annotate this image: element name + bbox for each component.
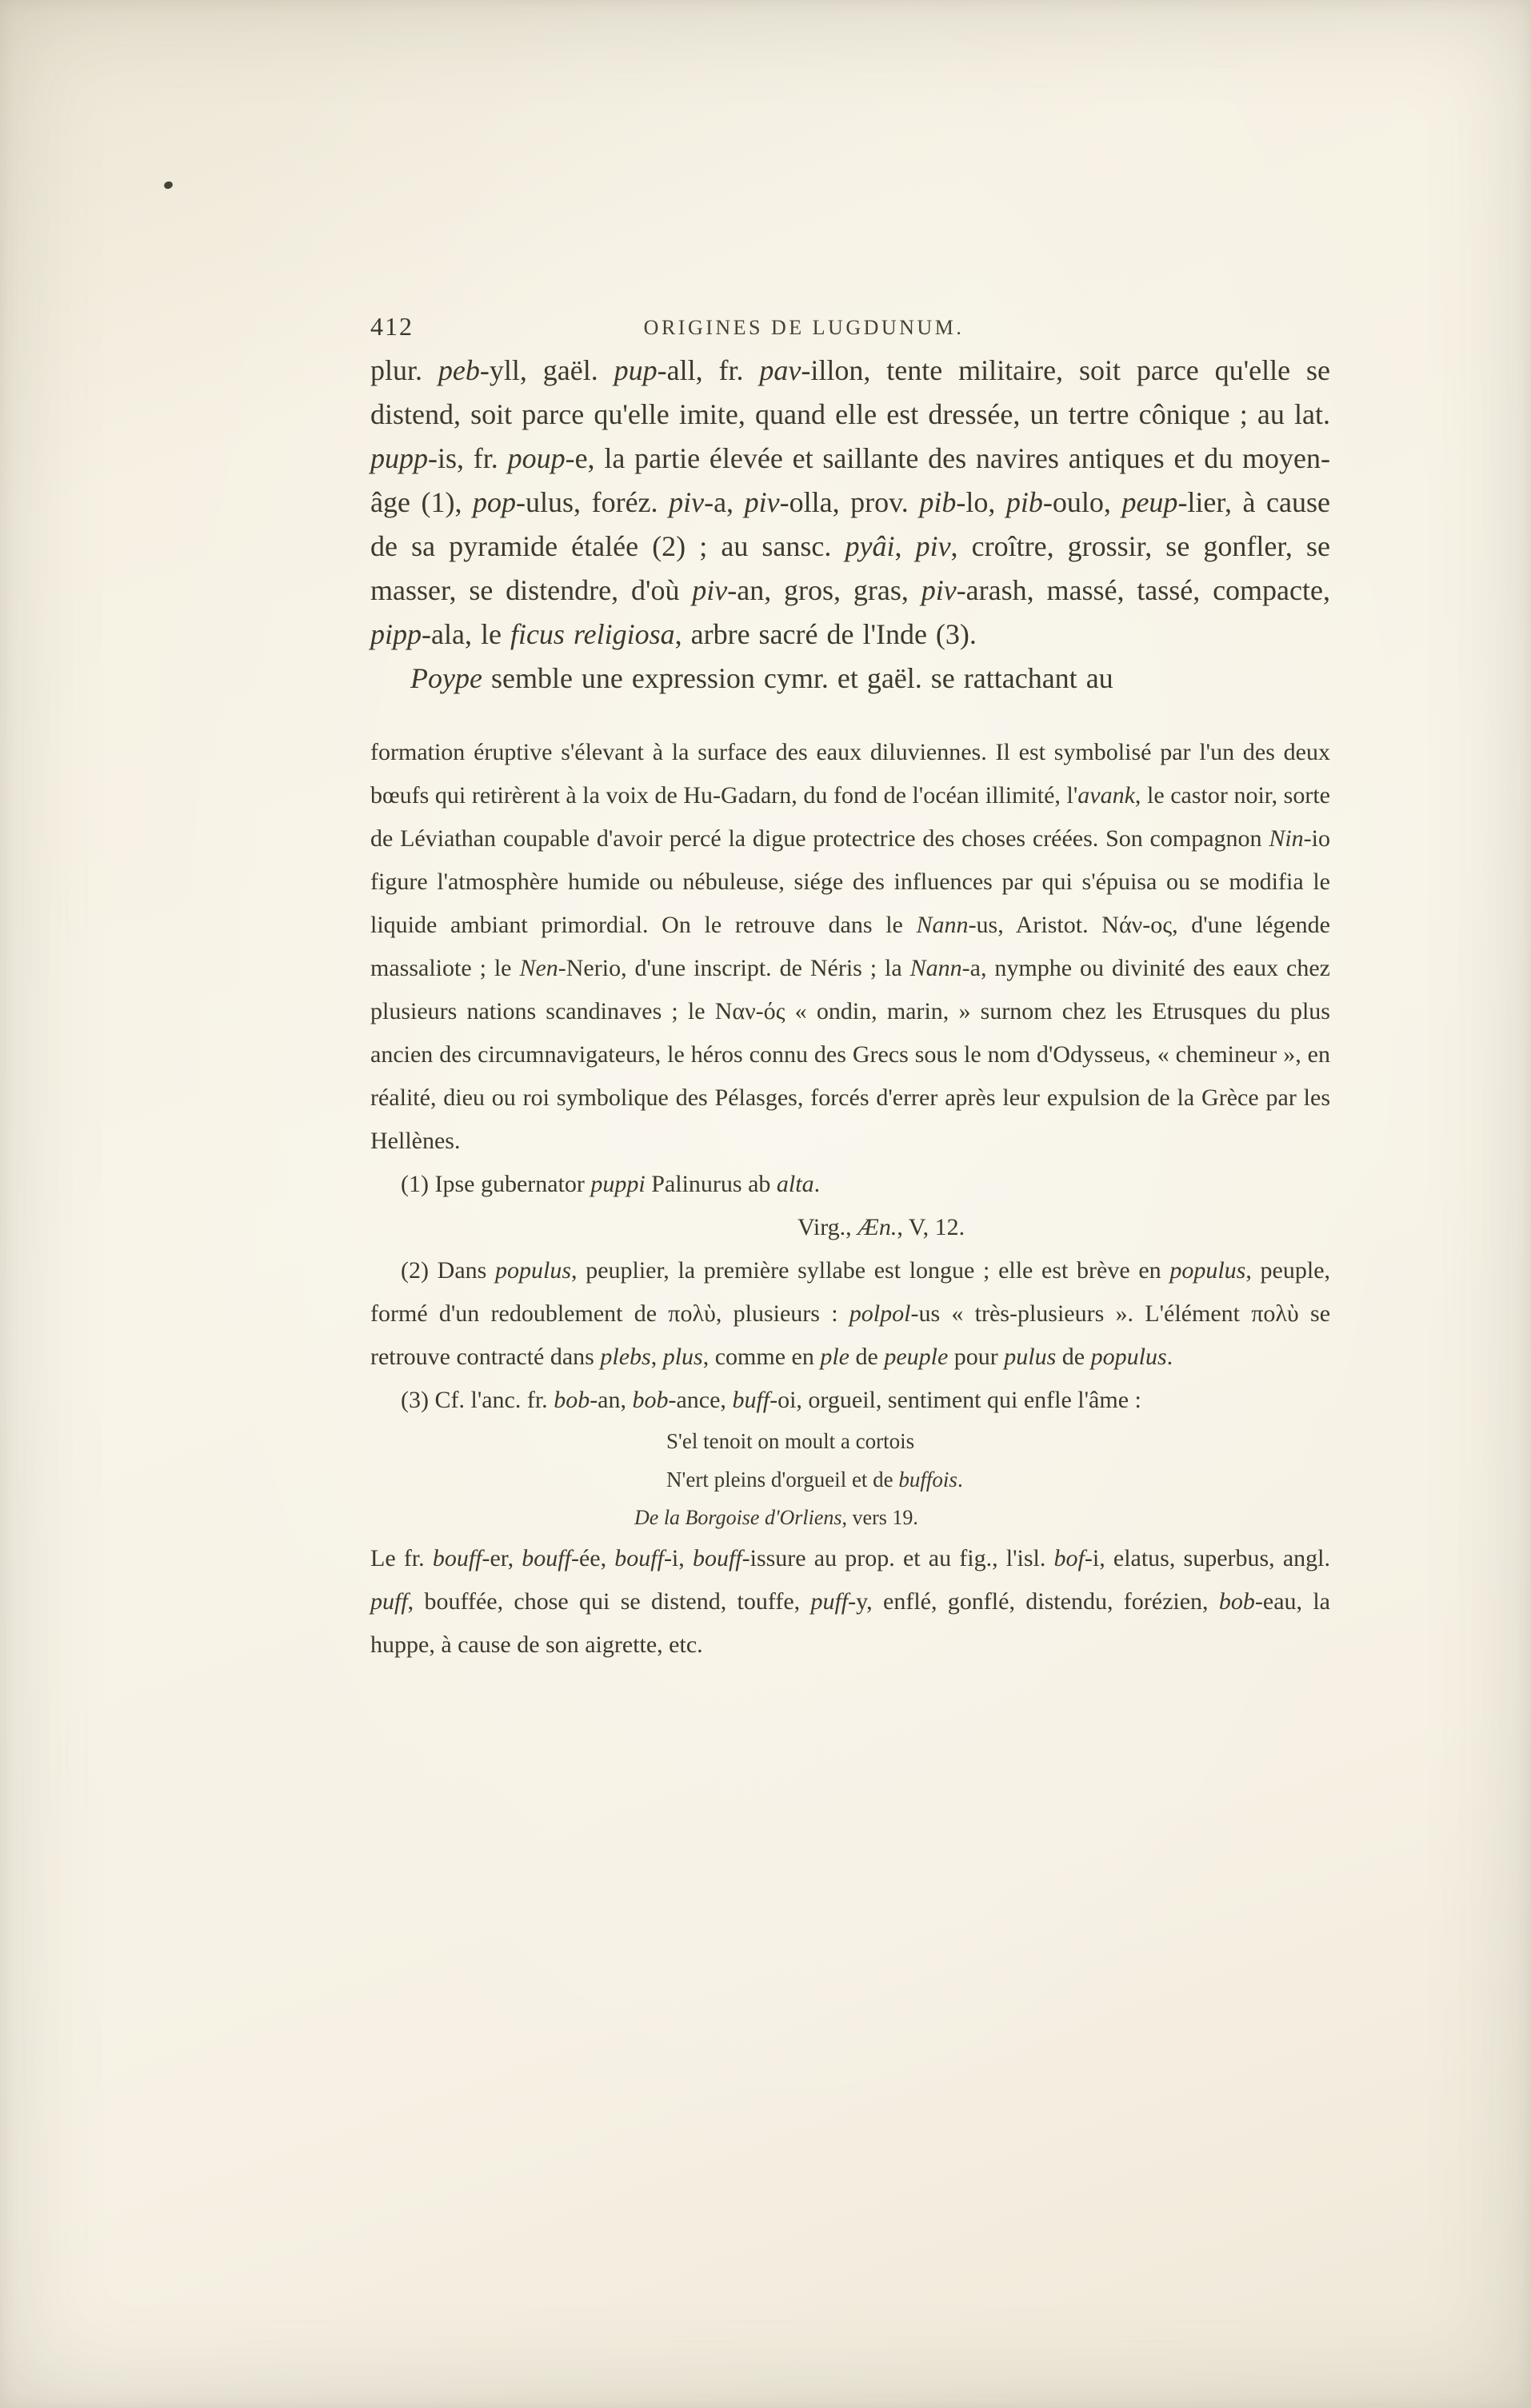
- main-paragraph: plur. peb-yll, gaël. pup-all, fr. pav-illon, tente militaire, soit parce qu'elle se distend, soit parce qu'elle imite, quand elle est dressée, un tertre cônique ; au lat. pupp-is, fr. poup-e, la partie élevée et saillante des navires antiques et du moyen-âge (1), pop-ulus, foréz. piv-a, piv-olla, prov. pib-lo, pib-oulo, peup-lier, à cause de sa pyramide étalée (2) ; au sansc. pyâi, piv, croître, grossir, se gonfler, se masser, se distendre, d'où piv-an, gros, gras, piv-arash, massé, tassé, compacte, pipp-ala, le ficus religiosa, arbre sacré de l'Inde (3).: [370, 354, 1330, 650]
- footnote-1-citation: Virg., Æn., V, 12.: [797, 1214, 965, 1240]
- footnote-3: (3) Cf. l'anc. fr. bob-an, bob-ance, buff-oi, orgueil, sentiment qui enfle l'âme :: [401, 1387, 1141, 1413]
- verse-line: N'ert pleins d'orgueil et de buffois.: [666, 1468, 963, 1492]
- verse-citation: De la Borgoise d'Orliens, vers 19.: [634, 1506, 918, 1529]
- main-paragraph: Poype semble une expression cymr. et gaël. se rattachant au: [410, 662, 1113, 694]
- text-column: [370, 310, 1330, 1667]
- running-title: ORIGINES DE LUGDUNUM.: [643, 316, 965, 339]
- footnote-1: (1) Ipse gubernator puppi Palinurus ab alta.: [401, 1171, 821, 1197]
- page-header: [370, 310, 1330, 349]
- footnote-continuation: formation éruptive s'élevant à la surface des eaux diluviennes. Il est symbolisé par l'un des deux bœufs qui retirèrent à la voix de Hu-Gadarn, du fond de l'océan illimité, l'avank, le castor noir, sorte de Léviathan coupable d'avoir percé la digue protectrice des choses créées. Son compagnon Nin-io figure l'atmosphère humide ou nébuleuse, siége des influences par qui s'épuisa ou se modifia le liquide ambiant primordial. On le retrouve dans le Nann-us, Aristot. Νάν-ος, d'une légende massaliote ; le Nen-Nerio, d'une inscript. de Néris ; la Nann-a, nymphe ou divinité des eaux chez plusieurs nations scandinaves ; le Ναν-ός « ondin, marin, » surnom chez les Etrusques du plus ancien des circumnavigateurs, le héros connu des Grecs sous le nom d'Odysseus, « chemineur », en réalité, dieu ou roi symbolique des Pélasges, forcés d'errer après leur expulsion de la Grèce par les Hellènes.: [370, 739, 1330, 1154]
- ink-speck: [163, 180, 174, 190]
- page-number: 412: [370, 312, 414, 341]
- footnotes-section: [370, 731, 1330, 1667]
- main-text: [370, 349, 1330, 701]
- footnote-2: (2) Dans populus, peuplier, la première syllabe est longue ; elle est brève en populus, peuple, formé d'un redoublement de πολὺ, plusieurs : polpol-us « très-plusieurs ». L'élément πολὺ se retrouve contracté dans plebs, plus, comme en ple de peuple pour pulus de populus.: [370, 1257, 1331, 1370]
- verse-line: S'el tenoit on moult a cortois: [666, 1429, 915, 1453]
- footnote-3-continuation: Le fr. bouff-er, bouff-ée, bouff-i, bouff-issure au prop. et au fig., l'isl. bof-i, elatus, superbus, angl. puff, bouffée, chose qui se distend, touffe, puff-y, enflé, gonflé, distendu, forézien, bob-eau, la huppe, à cause de son aigrette, etc.: [370, 1545, 1331, 1658]
